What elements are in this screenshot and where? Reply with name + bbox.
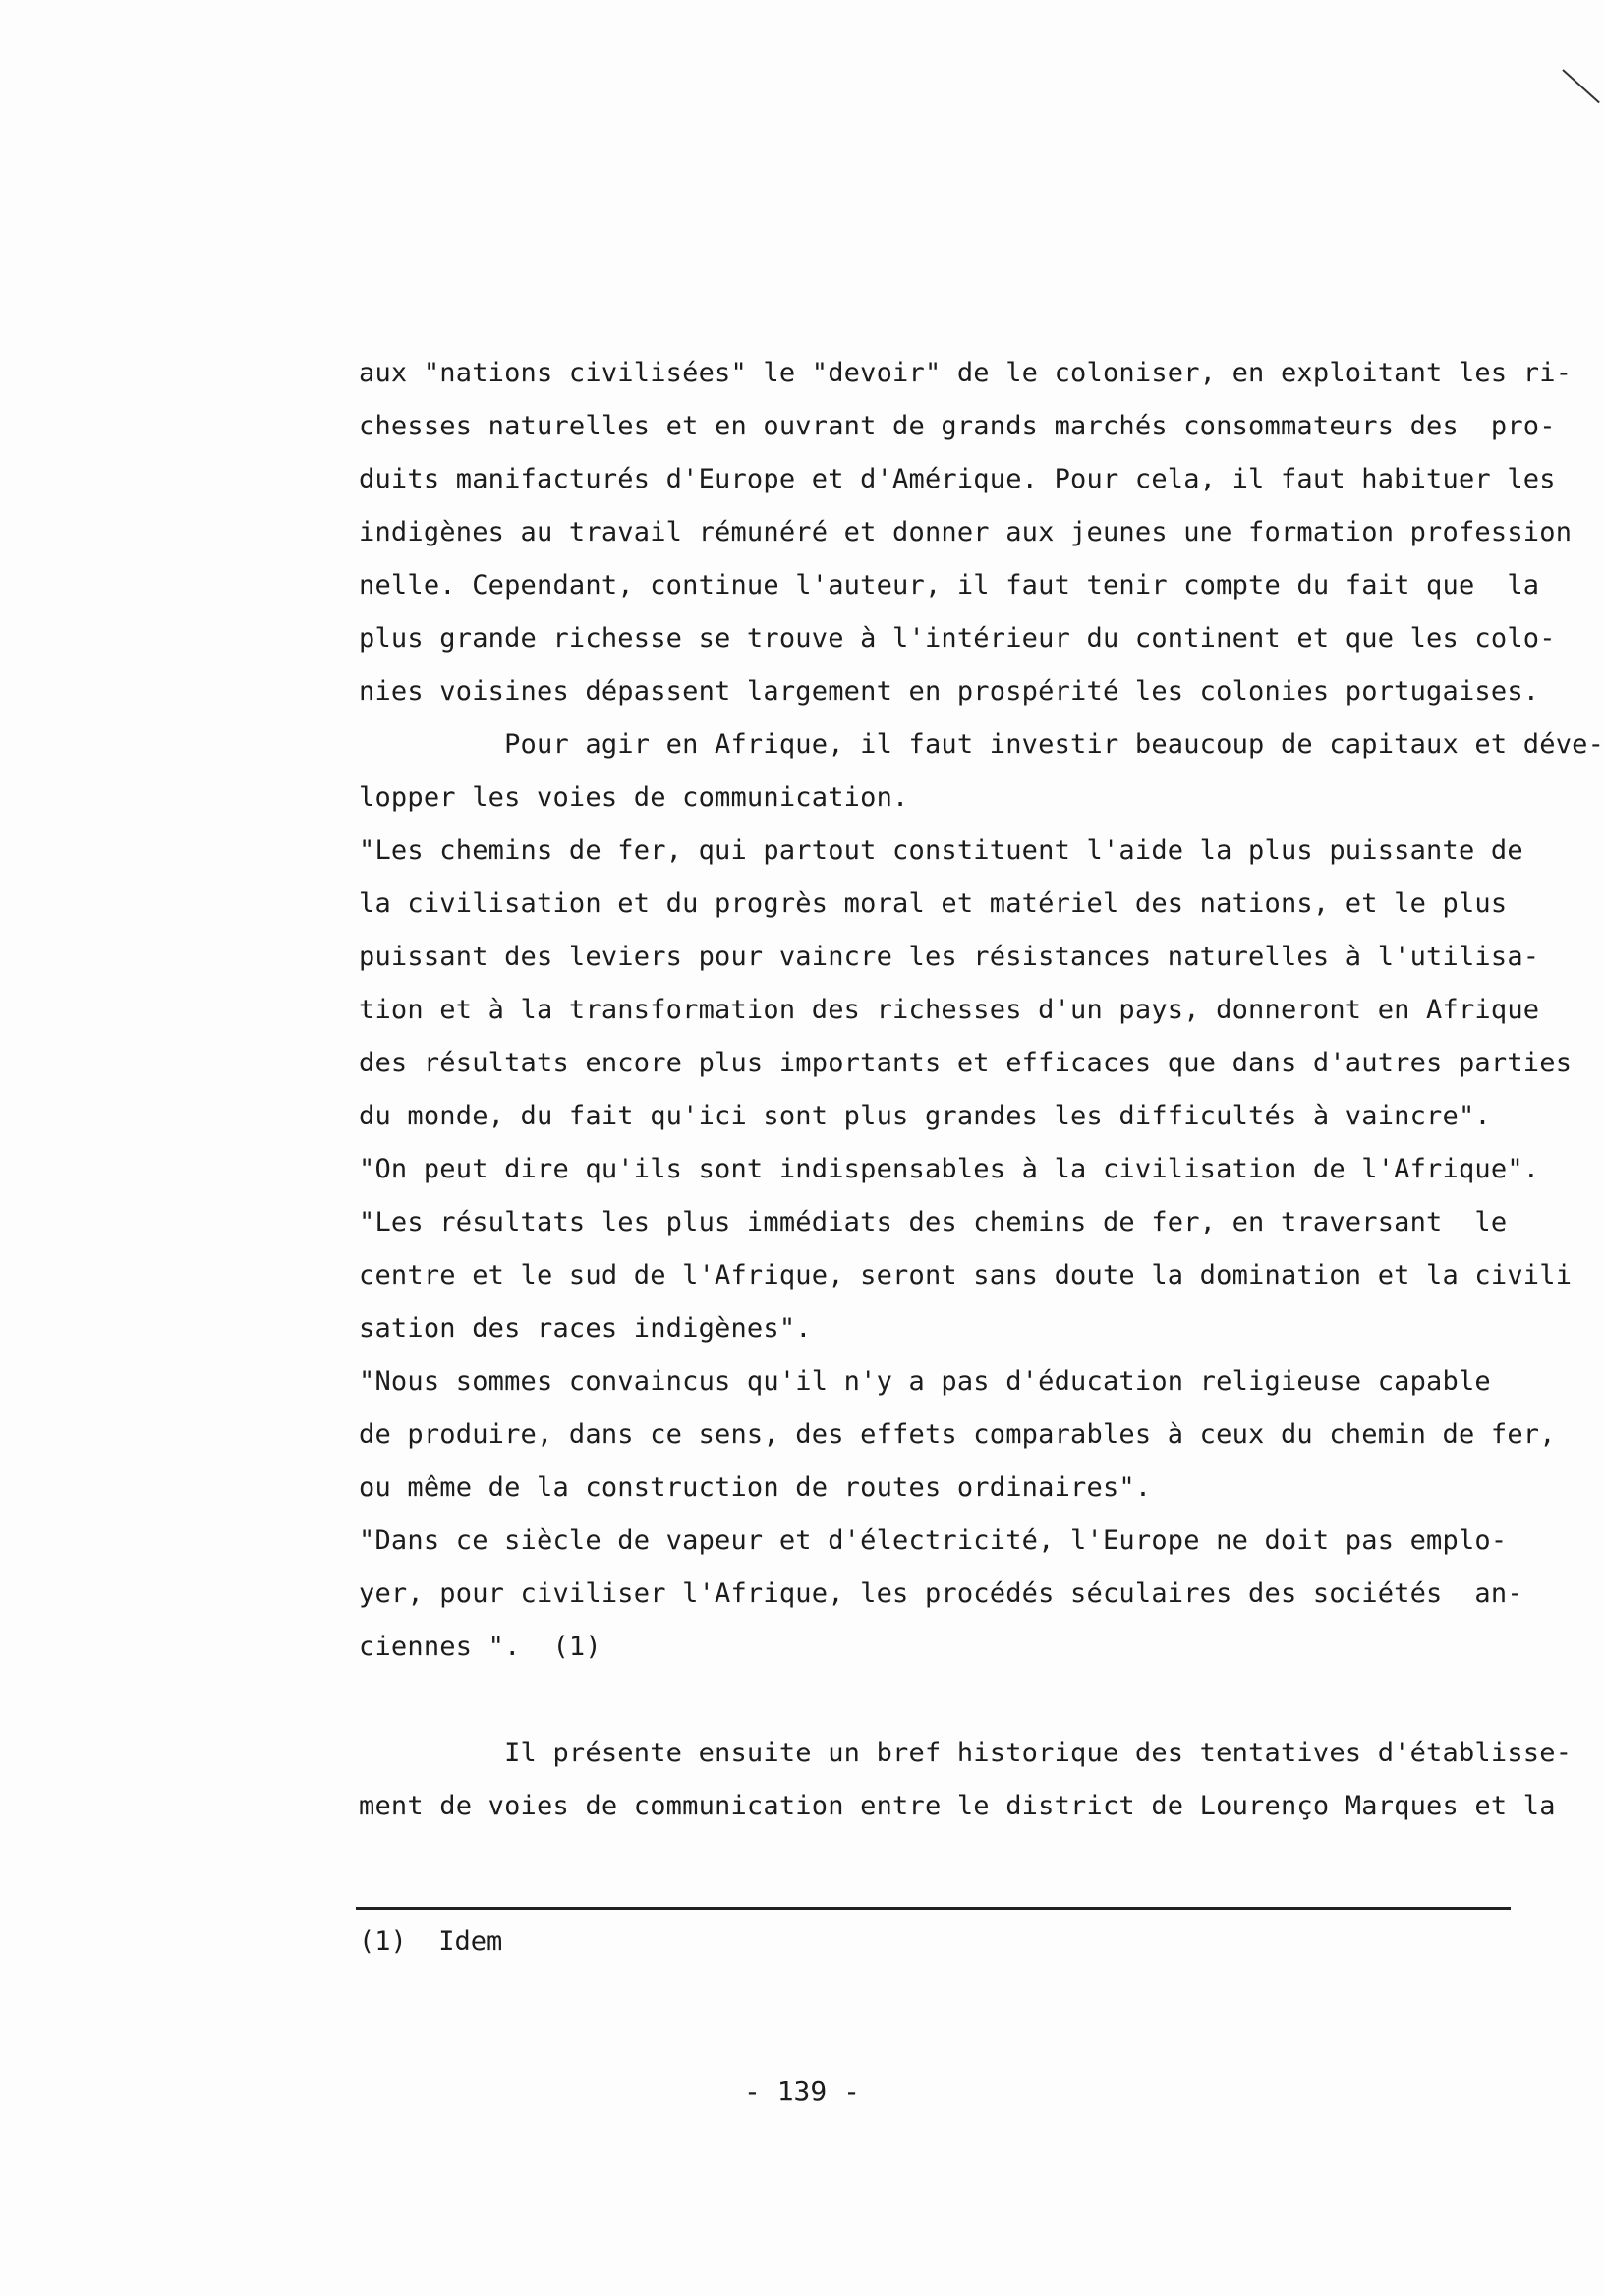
corner-mark bbox=[1562, 69, 1599, 103]
quote-line: "Dans ce siècle de vapeur et d'électricité, l'Europe ne doit pas emplo- bbox=[359, 1525, 1508, 1556]
body-line: nelle. Cependant, continue l'auteur, il faut tenir compte du fait que la bbox=[359, 570, 1540, 601]
quote-line: du monde, du fait qu'ici sont plus grandes les difficultés à vaincre". bbox=[359, 1101, 1491, 1131]
quote-line: sation des races indigènes". bbox=[359, 1313, 812, 1344]
quote-line: "Les chemins de fer, qui partout constituent l'aide la plus puissante de bbox=[359, 835, 1523, 866]
body-line: nies voisines dépassent largement en prospérité les colonies portugaises. bbox=[359, 676, 1540, 707]
quote-line: des résultats encore plus importants et efficaces que dans d'autres parties bbox=[359, 1048, 1573, 1078]
quote-line: ou même de la construction de routes ordinaires". bbox=[359, 1472, 1152, 1503]
quote-line: centre et le sud de l'Afrique, seront sans doute la domination et la civili bbox=[359, 1260, 1573, 1291]
quote-line: "Nous sommes convaincus qu'il n'y a pas d'éducation religieuse capable bbox=[359, 1366, 1491, 1397]
quote-line: de produire, dans ce sens, des effets comparables à ceux du chemin de fer, bbox=[359, 1419, 1556, 1450]
quote-line: ciennes ". (1) bbox=[359, 1632, 602, 1662]
quote-line: puissant des leviers pour vaincre les résistances naturelles à l'utilisa- bbox=[359, 942, 1540, 972]
quote-line: yer, pour civiliser l'Afrique, les procédés séculaires des sociétés an- bbox=[359, 1578, 1523, 1609]
body-line: Pour agir en Afrique, il faut investir beaucoup de capitaux et déve- bbox=[359, 729, 1604, 760]
body-line: Il présente ensuite un bref historique des tentatives d'établisse- bbox=[359, 1738, 1573, 1768]
body-line: aux "nations civilisées" le "devoir" de le coloniser, en exploitant les ri- bbox=[359, 358, 1573, 388]
page-number: - 139 - bbox=[743, 2075, 860, 2107]
body-line: plus grande richesse se trouve à l'intérieur du continent et que les colo- bbox=[359, 623, 1556, 654]
quote-line: tion et à la transformation des richesses d'un pays, donneront en Afrique bbox=[359, 995, 1540, 1025]
footnote-divider bbox=[356, 1907, 1511, 1910]
body-line: duits manifacturés d'Europe et d'Amérique. Pour cela, il faut habituer les bbox=[359, 464, 1556, 494]
body-line: lopper les voies de communication. bbox=[359, 782, 909, 813]
quote-line: la civilisation et du progrès moral et matériel des nations, et le plus bbox=[359, 889, 1508, 919]
body-line: chesses naturelles et en ouvrant de grands marchés consommateurs des pro- bbox=[359, 411, 1556, 441]
body-line: indigènes au travail rémunéré et donner aux jeunes une formation profession bbox=[359, 517, 1573, 547]
quote-line: "On peut dire qu'ils sont indispensables à la civilisation de l'Afrique". bbox=[359, 1154, 1540, 1184]
footnote: (1) Idem bbox=[359, 1926, 503, 1957]
body-line: ment de voies de communication entre le district de Lourenço Marques et la bbox=[359, 1791, 1556, 1821]
quote-line: "Les résultats les plus immédiats des chemins de fer, en traversant le bbox=[359, 1207, 1508, 1237]
